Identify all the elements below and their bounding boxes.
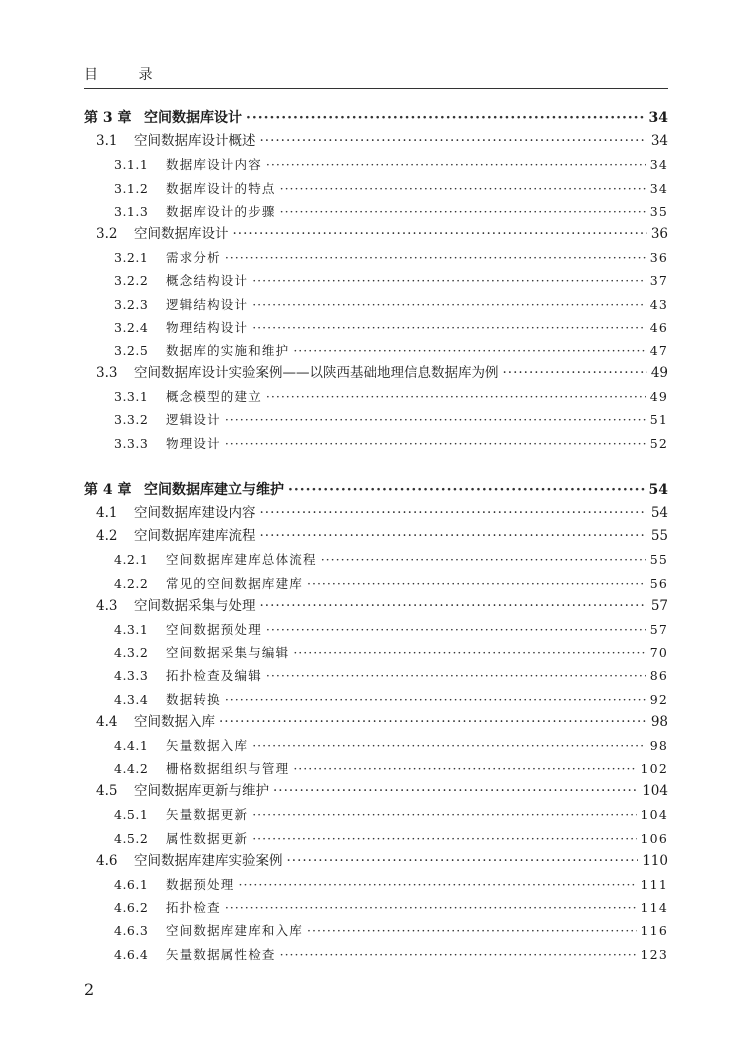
section-entry (84, 780, 668, 803)
entry-number: 4.6.1 (114, 877, 149, 892)
entry-title: 空间数据库建库总体流程 (166, 552, 317, 568)
entry-title: 空间数据库建库实验案例 (134, 852, 283, 869)
subsection-entry (84, 827, 668, 850)
entry-title: 空间数据采集与编辑 (166, 645, 290, 661)
subsection-entry (84, 316, 668, 339)
running-header-title: 目 录 (84, 67, 171, 83)
entry-number: 4.1 (96, 505, 118, 521)
entry-title: 数据库设计的特点 (166, 180, 276, 196)
leader-dots (252, 316, 645, 339)
entry-title: 概念结构设计 (166, 273, 249, 289)
entry-title: 矢量数据属性检查 (166, 946, 276, 962)
entry-number: 3.2.1 (114, 250, 149, 266)
entry-number: 4.2 (96, 528, 118, 545)
entry-page: 52 (649, 435, 668, 451)
leader-dots (280, 200, 646, 223)
entry-number: 4.3.2 (114, 645, 149, 661)
entry-page: 111 (640, 877, 668, 892)
leader-dots (260, 595, 647, 618)
subsection-entry (84, 269, 668, 292)
leader-dots (280, 943, 637, 966)
entry-page: 86 (649, 668, 668, 684)
entry-page: 55 (649, 552, 668, 568)
leader-dots (293, 339, 645, 362)
entry-page: 123 (640, 946, 668, 962)
entry-number: 3.3.2 (114, 412, 149, 428)
entry-title: 数据库的实施和维护 (166, 342, 290, 358)
entry-page: 34 (649, 157, 668, 173)
entry-title: 属性数据更新 (166, 830, 249, 846)
chapter-entry (84, 107, 668, 130)
entry-number: 4.5 (96, 783, 118, 800)
subsection-entry (84, 664, 668, 687)
entry-number: 3.3 (96, 365, 118, 382)
entry-number: 4.6 (96, 852, 118, 869)
entry-title: 数据转换 (166, 691, 221, 707)
subsection-entry (84, 919, 668, 942)
section-entry (84, 362, 668, 385)
entry-number: 4.4.2 (114, 761, 149, 777)
subsection-entry (84, 339, 668, 362)
entry-page: 98 (649, 737, 668, 753)
entry-title: 空间数据库设计 (144, 110, 242, 126)
entry-title: 物理结构设计 (166, 319, 249, 335)
entry-page: 56 (649, 575, 668, 591)
entry-title: 空间数据库建库流程 (134, 528, 256, 545)
entry-page: 51 (649, 412, 668, 428)
entry-page: 54 (650, 505, 668, 521)
entry-title: 空间数据库建立与维护 (144, 481, 284, 498)
chapter-block (84, 107, 668, 455)
entry-number: 4.4.1 (114, 737, 149, 753)
leader-dots (293, 757, 636, 780)
entry-title: 数据库设计内容 (166, 157, 262, 173)
header-rule (84, 88, 668, 89)
subsection-entry (84, 432, 668, 455)
leader-dots (280, 177, 646, 200)
entry-page: 98 (650, 713, 668, 730)
leader-dots (287, 850, 639, 873)
entry-number: 3.1.3 (114, 203, 149, 219)
leader-dots (219, 711, 647, 734)
entry-title: 逻辑结构设计 (166, 296, 249, 312)
entry-page: 37 (649, 273, 668, 289)
entry-number: 4.5.1 (114, 807, 149, 823)
chapter-entry (84, 479, 668, 502)
leader-dots (293, 641, 645, 664)
leader-dots (260, 525, 647, 548)
entry-title: 空间数据库建库和入库 (166, 923, 304, 939)
leader-dots (288, 479, 645, 502)
entry-title: 数据预处理 (166, 877, 235, 892)
entry-page: 110 (642, 852, 668, 869)
entry-page: 35 (649, 203, 668, 219)
leader-dots (266, 385, 646, 408)
entry-page: 104 (642, 783, 668, 800)
entry-number: 4.3 (96, 597, 118, 614)
subsection-entry (84, 385, 668, 408)
leader-dots (273, 780, 638, 803)
entry-title: 栅格数据组织与管理 (166, 761, 290, 777)
entry-number: 3.1.1 (114, 157, 149, 173)
entry-page: 114 (640, 900, 668, 916)
entry-title: 空间数据预处理 (166, 621, 262, 637)
entry-number: 4.2.2 (114, 575, 149, 591)
entry-number: 第 3 章 (84, 110, 132, 126)
entry-page: 34 (649, 180, 668, 196)
entry-number: 3.3.1 (114, 389, 149, 405)
subsection-entry (84, 246, 668, 269)
leader-dots (266, 618, 646, 641)
subsection-entry (84, 177, 668, 200)
entry-page: 92 (649, 691, 668, 707)
entry-number: 4.5.2 (114, 830, 149, 846)
section-entry (84, 595, 668, 618)
chapter-block (84, 479, 668, 966)
entry-title: 逻辑设计 (166, 412, 221, 428)
entry-title: 空间数据库设计实验案例——以陕西基础地理信息数据库为例 (134, 365, 499, 382)
section-entry (84, 223, 668, 246)
entry-number: 3.1 (96, 133, 118, 150)
entry-title: 空间数据库设计概述 (134, 133, 256, 150)
entry-title: 空间数据入库 (134, 713, 215, 730)
entry-number: 3.2 (96, 225, 118, 242)
leader-dots (225, 408, 646, 431)
leader-dots (225, 688, 646, 711)
entry-page: 34 (648, 110, 668, 126)
entry-page: 102 (640, 761, 668, 777)
entry-page: 106 (640, 830, 668, 846)
leader-dots (260, 130, 647, 153)
subsection-entry (84, 572, 668, 595)
leader-dots (252, 803, 636, 826)
leader-dots (321, 548, 646, 571)
subsection-entry (84, 153, 668, 176)
leader-dots (503, 362, 647, 385)
entry-number: 4.3.3 (114, 668, 149, 684)
entry-title: 拓扑检查 (166, 900, 221, 916)
entry-title: 概念模型的建立 (166, 389, 262, 405)
leader-dots (266, 664, 646, 687)
entry-number: 第 4 章 (84, 481, 132, 498)
leader-dots (225, 246, 646, 269)
entry-page: 116 (640, 923, 668, 939)
entry-number: 3.3.3 (114, 435, 149, 451)
entry-page: 47 (649, 342, 668, 358)
leader-dots (252, 269, 645, 292)
subsection-entry (84, 200, 668, 223)
entry-title: 矢量数据更新 (166, 807, 249, 823)
leader-dots (225, 896, 637, 919)
subsection-entry (84, 896, 668, 919)
entry-number: 3.2.2 (114, 273, 149, 289)
page-number: 2 (84, 980, 95, 999)
entry-number: 3.2.4 (114, 319, 149, 335)
entry-page: 70 (649, 645, 668, 661)
subsection-entry (84, 803, 668, 826)
leader-dots (252, 734, 645, 757)
entry-page: 49 (650, 365, 668, 382)
leader-dots (307, 919, 637, 942)
entry-number: 3.2.5 (114, 342, 149, 358)
leader-dots (239, 873, 637, 896)
entry-number: 4.6.2 (114, 900, 149, 916)
entry-title: 需求分析 (166, 250, 221, 266)
entry-page: 43 (649, 296, 668, 312)
entry-number: 4.4 (96, 713, 118, 730)
entry-page: 57 (649, 621, 668, 637)
subsection-entry (84, 873, 668, 896)
leader-dots (260, 502, 647, 525)
entry-number: 4.6.3 (114, 923, 149, 939)
subsection-entry (84, 757, 668, 780)
entry-page: 49 (649, 389, 668, 405)
section-entry (84, 525, 668, 548)
entry-title: 常见的空间数据库建库 (166, 575, 304, 591)
section-entry (84, 850, 668, 873)
subsection-entry (84, 548, 668, 571)
entry-page: 57 (650, 597, 668, 614)
entry-page: 55 (650, 528, 668, 545)
entry-number: 4.3.4 (114, 691, 149, 707)
entry-number: 4.3.1 (114, 621, 149, 637)
entry-title: 空间数据库更新与维护 (134, 783, 269, 800)
leader-dots (233, 223, 647, 246)
entry-title: 物理设计 (166, 435, 221, 451)
leader-dots (266, 153, 646, 176)
leader-dots (225, 432, 646, 455)
entry-title: 矢量数据入库 (166, 737, 249, 753)
section-entry (84, 711, 668, 734)
leader-dots (246, 107, 645, 130)
entry-number: 4.6.4 (114, 946, 149, 962)
section-entry (84, 130, 668, 153)
entry-page: 34 (650, 133, 668, 150)
entry-page: 36 (649, 250, 668, 266)
entry-number: 3.2.3 (114, 296, 149, 312)
subsection-entry (84, 618, 668, 641)
leader-dots (252, 827, 636, 850)
entry-number: 4.2.1 (114, 552, 149, 568)
subsection-entry (84, 734, 668, 757)
subsection-entry (84, 293, 668, 316)
subsection-entry (84, 688, 668, 711)
subsection-entry (84, 641, 668, 664)
subsection-entry (84, 943, 668, 966)
leader-dots (252, 293, 645, 316)
table-of-contents (84, 107, 668, 966)
entry-page: 54 (648, 481, 668, 498)
entry-title: 数据库设计的步骤 (166, 203, 276, 219)
section-entry (84, 502, 668, 525)
subsection-entry (84, 408, 668, 431)
leader-dots (307, 572, 646, 595)
entry-number: 3.1.2 (114, 180, 149, 196)
entry-title: 空间数据采集与处理 (134, 597, 256, 614)
entry-title: 空间数据库建设内容 (134, 505, 256, 521)
entry-page: 36 (650, 225, 668, 242)
entry-page: 104 (640, 807, 668, 823)
entry-page: 46 (649, 319, 668, 335)
entry-title: 空间数据库设计 (134, 225, 229, 242)
entry-title: 拓扑检查及编辑 (166, 668, 262, 684)
